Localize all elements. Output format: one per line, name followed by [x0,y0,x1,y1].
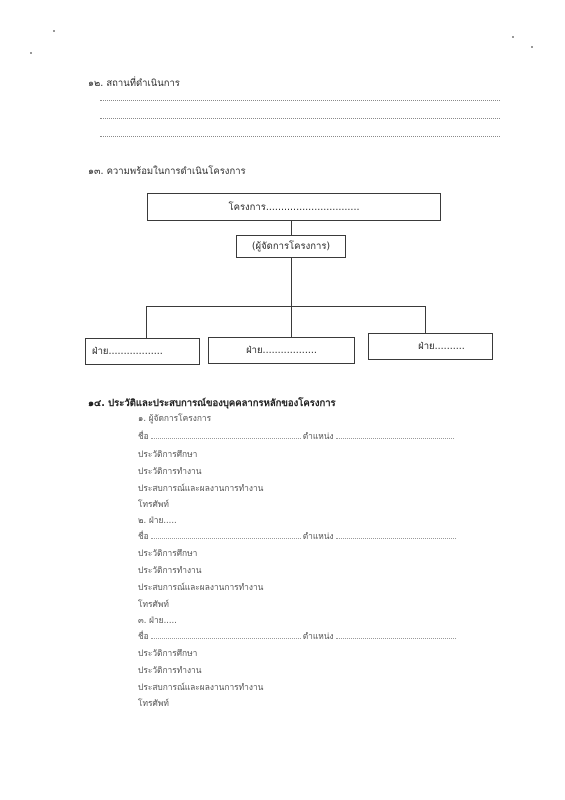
person-2-phone: โทรศัพท์ [138,599,169,609]
org-chart-dept-box-left [85,338,200,365]
org-chart-dept-left-label: ฝ่าย.................. [92,346,163,357]
position-label: ตำแหน่ง [302,531,334,541]
location-fill-line [100,136,500,137]
person-1-heading: ๑. ผู้จัดการโครงการ [138,413,212,423]
name-label: ชื่อ [138,431,149,441]
org-chart-dept-box-right [368,333,493,360]
org-chart-connector [291,306,292,337]
scan-speck [531,46,533,48]
name-fill-line [151,532,301,539]
position-fill-line [336,632,456,639]
person-1-education: ประวัติการศึกษา [138,449,198,459]
person-1-name-row [138,429,456,443]
org-chart-manager-box [236,235,346,258]
scan-speck [30,52,32,54]
org-chart-connector [146,306,147,338]
org-chart-dept-mid-label: ฝ่าย.................. [246,345,317,356]
name-fill-line [151,632,301,639]
person-2-experience: ประสบการณ์และผลงานการทำงาน [138,582,264,592]
position-fill-line [336,432,454,439]
person-3-heading: ๓. ฝ่าย..... [138,615,177,625]
org-chart-dept-right-label: ฝ่าย.......... [418,341,465,352]
section-13-title: ๑๓. ความพร้อมในการดำเนินโครงการ [88,166,246,177]
section-14-title: ๑๔. ประวัติและประสบการณ์ของบุคคลากรหลักของโครงการ [88,398,336,409]
name-label: ชื่อ [138,531,149,541]
person-2-work: ประวัติการทำงาน [138,565,202,575]
person-3-education: ประวัติการศึกษา [138,648,198,658]
org-chart-dept-box-middle [208,337,355,364]
org-chart-manager-label: (ผู้จัดการโครงการ) [251,241,331,252]
org-chart-project-box [147,193,441,221]
person-3-phone: โทรศัพท์ [138,698,169,708]
section-12-title: ๑๒. สถานที่ดำเนินการ [88,78,180,89]
person-2-name-row [138,529,458,543]
person-3-experience: ประสบการณ์และผลงานการทำงาน [138,682,264,692]
org-chart-connector [425,306,426,333]
person-2-heading: ๒. ฝ่าย..... [138,515,177,525]
person-1-phone: โทรศัพท์ [138,499,169,509]
name-label: ชื่อ [138,631,149,641]
org-chart-connector [291,258,292,307]
person-2-education: ประวัติการศึกษา [138,548,198,558]
location-fill-line [100,118,500,119]
org-chart-connector [146,306,426,307]
position-fill-line [336,532,456,539]
org-chart-project-label: โครงการ............................... [228,201,360,213]
scan-speck [53,30,55,32]
person-3-work: ประวัติการทำงาน [138,665,202,675]
name-fill-line [151,432,301,439]
position-label: ตำแหน่ง [302,431,334,441]
person-1-work: ประวัติการทำงาน [138,466,202,476]
position-label: ตำแหน่ง [302,631,334,641]
org-chart-connector [291,221,292,235]
location-fill-line [100,100,500,101]
scan-speck [512,36,514,38]
person-3-name-row [138,629,458,643]
person-1-experience: ประสบการณ์และผลงานการทำงาน [138,483,264,493]
